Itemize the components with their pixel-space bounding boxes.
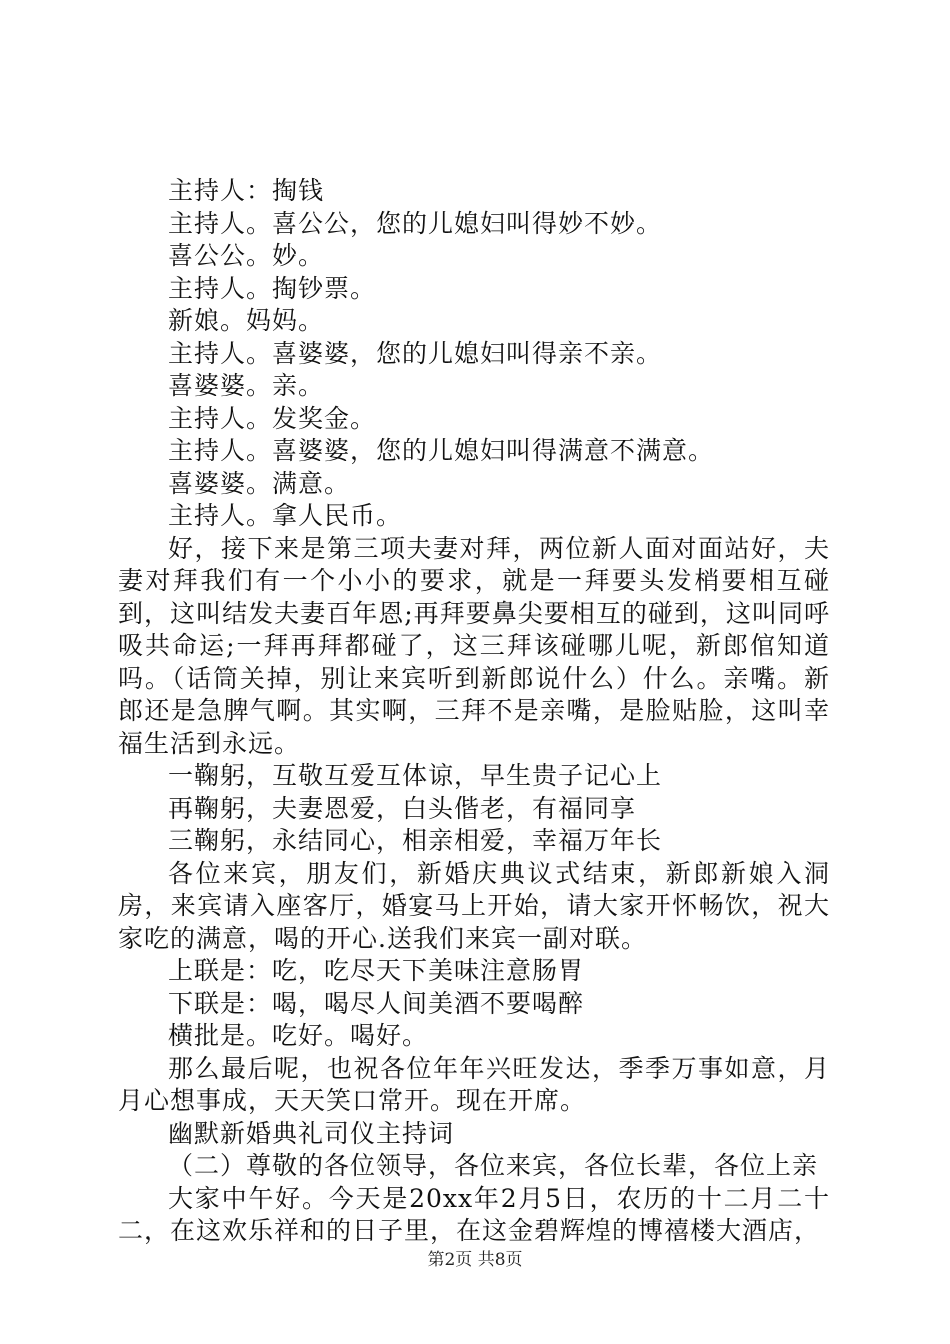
paragraph: 那么最后呢，也祝各位年年兴旺发达，季季万事如意，月月心想事成，天天笑口常开。现在开席。 bbox=[118, 1053, 830, 1115]
paragraph: 三鞠躬，永结同心，相亲相爱，幸福万年长 bbox=[168, 826, 663, 855]
paragraph: （二）尊敬的各位领导，各位来宾，各位长辈，各位上亲 bbox=[168, 1151, 819, 1180]
page-footer: 第2页 共8页 bbox=[427, 1250, 523, 1270]
paragraph: 再鞠躬，夫妻恩爱，白头偕老，有福同享 bbox=[168, 793, 637, 823]
paragraph: 主持人。掏钞票。 bbox=[168, 273, 377, 303]
paragraph: 主持人。拿人民币。 bbox=[168, 501, 403, 530]
paragraph: 一鞠躬，互敬互爱互体谅，早生贵子记心上 bbox=[168, 761, 663, 790]
paragraph: 上联是：吃，吃尽天下美味注意肠胃 bbox=[168, 956, 585, 985]
paragraph: 各位来宾，朋友们，新婚庆典议式结束，新郎新娘入洞房，来宾请入座客厅，婚宴马上开始，请大家开怀畅饮，祝大家吃的满意，喝的开心.送我们来宾一副对联。 bbox=[118, 858, 830, 953]
paragraph: 主持人。发奖金。 bbox=[168, 403, 377, 433]
paragraph: 好，接下来是第三项夫妻对拜，两位新人面对面站好，夫妻对拜我们有一个小小的要求，就是一拜要头发梢要相互碰到，这叫结发夫妻百年恩;再拜要鼻尖要相互的碰到，这叫同呼吸共命运;一拜再拜都碰了，这三拜该碰哪儿呢，新郎倌知道吗。（话筒关掉，别让来宾听到新郎说什么）什么。亲嘴。新郎还是急脾气啊。其实啊，三拜不是亲嘴，是脸贴脸，这叫幸福生活到永远。 bbox=[118, 533, 830, 758]
paragraph: 主持人。喜公公，您的儿媳妇叫得妙不妙。 bbox=[168, 208, 663, 238]
paragraph: 大家中午好。今天是20xx年2月5日，农历的十二月二十二，在这欢乐祥和的日子里，在这金碧辉煌的博禧楼大酒店， bbox=[118, 1183, 830, 1245]
paragraph: 幽默新婚典礼司仪主持词 bbox=[168, 1118, 455, 1148]
paragraph: 主持人。喜婆婆，您的儿媳妇叫得满意不满意。 bbox=[168, 436, 715, 465]
paragraph: 横批是。吃好。喝好。 bbox=[168, 1021, 429, 1050]
paragraph: 新娘。妈妈。 bbox=[168, 306, 325, 335]
paragraph: 喜婆婆。亲。 bbox=[168, 371, 325, 400]
paragraph: 主持人：掏钱 bbox=[168, 176, 325, 205]
paragraph: 喜公公。妙。 bbox=[168, 241, 325, 270]
paragraph: 主持人。喜婆婆，您的儿媳妇叫得亲不亲。 bbox=[168, 338, 663, 368]
body-text bbox=[118, 175, 830, 1248]
paragraph: 下联是：喝，喝尽人间美酒不要喝醉 bbox=[168, 988, 585, 1018]
paragraph: 喜婆婆。满意。 bbox=[168, 468, 351, 498]
